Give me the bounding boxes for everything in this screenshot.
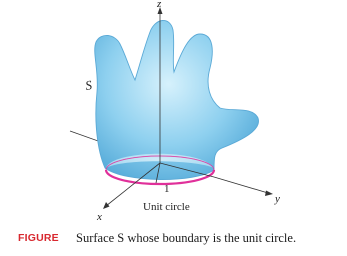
x-axis-arrow [103,202,110,209]
figure-caption-text: Surface S whose boundary is the unit circle. [76,231,297,245]
y-axis-label: y [275,193,280,205]
radius-label: 1 [164,183,170,195]
y-axis-front [214,177,268,193]
figure-caption-tag: FIGURE [18,232,59,244]
x-axis-label: x [97,211,102,223]
z-axis-label: z [157,0,162,10]
unit-circle-label: Unit circle [143,201,190,213]
surface-label: S [84,77,93,93]
y-axis-arrow [265,191,273,197]
